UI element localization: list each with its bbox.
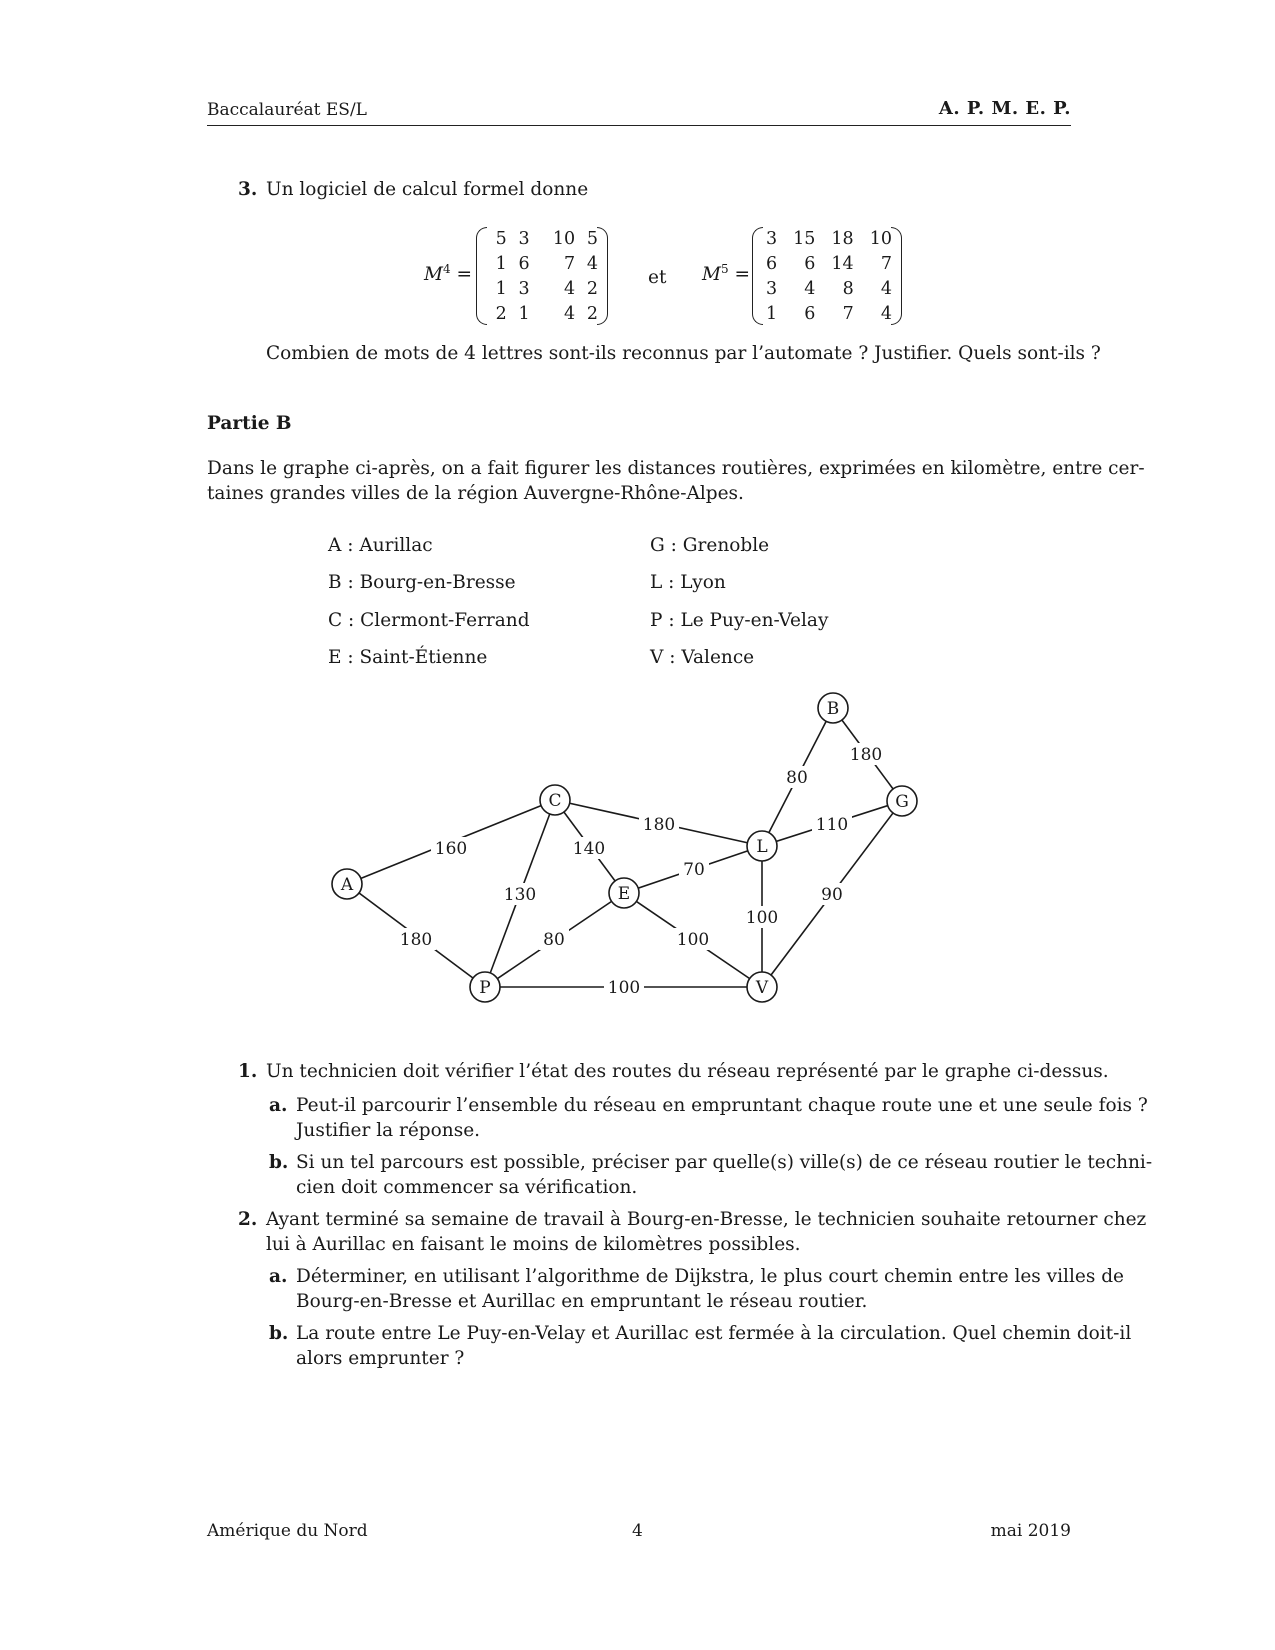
m4-row bbox=[484, 227, 598, 252]
edge-weight-L-B: 80 bbox=[786, 768, 808, 788]
header-left: Baccalauréat ES/L bbox=[207, 100, 367, 120]
matrix-m5 bbox=[752, 227, 902, 327]
edge-weight-P-V: 100 bbox=[607, 978, 641, 998]
legend-B: B : Bourg-en-Bresse bbox=[328, 572, 516, 593]
edge-weight-C-E: 140 bbox=[572, 839, 606, 859]
q1-number: 1. bbox=[238, 1061, 258, 1082]
m5-label: $M^5$ = bbox=[702, 262, 750, 286]
node-label-C: C bbox=[548, 791, 562, 811]
m4-cell: 2 bbox=[495, 304, 507, 324]
m5-cell: 10 bbox=[869, 229, 892, 249]
q2b-letter: b. bbox=[269, 1323, 289, 1344]
m4-cell: 10 bbox=[552, 229, 576, 249]
m5-cell: 8 bbox=[842, 279, 854, 299]
q2-line1: Ayant terminé sa semaine de travail à Bourg-en-Bresse, le technicien souhaite retourner chez bbox=[266, 1209, 1147, 1230]
partB-intro-line1: Dans le graphe ci-après, on a fait figurer les distances routières, exprimées en kilomètre, entre cer- bbox=[207, 458, 1145, 479]
edge-weight-A-C: 160 bbox=[434, 839, 468, 859]
m4-cell: 4 bbox=[586, 254, 598, 274]
edge-weight-G-V: 90 bbox=[821, 885, 843, 905]
m4-table bbox=[484, 227, 598, 327]
q2a-line2: Bourg-en-Bresse et Aurillac en empruntant le réseau routier. bbox=[296, 1291, 868, 1312]
q2a-line1: Déterminer, en utilisant l’algorithme de Dijkstra, le plus court chemin entre les villes de bbox=[296, 1266, 1125, 1287]
m5-right-paren bbox=[891, 227, 902, 325]
m4-cell: 1 bbox=[495, 254, 507, 274]
legend-E: E : Saint-Étienne bbox=[328, 647, 488, 668]
legend-P: P : Le Puy-en-Velay bbox=[650, 610, 829, 631]
q2a-letter: a. bbox=[269, 1266, 288, 1287]
header-rule bbox=[207, 125, 1071, 126]
q1-text: Un technicien doit vérifier l’état des routes du réseau représenté par le graphe ci-dessus. bbox=[266, 1061, 1109, 1082]
m5-cell: 7 bbox=[880, 254, 892, 274]
node-label-L: L bbox=[756, 837, 768, 857]
m4-cell: 7 bbox=[564, 254, 576, 274]
partB-intro-line2: taines grandes villes de la région Auvergne-Rhône-Alpes. bbox=[207, 483, 744, 504]
m5-cell: 18 bbox=[831, 229, 854, 249]
q1b-line2: cien doit commencer sa vérification. bbox=[296, 1177, 638, 1198]
edge-weight-C-P: 130 bbox=[503, 885, 537, 905]
edge-weight-C-L: 180 bbox=[642, 815, 676, 835]
m5-cell: 6 bbox=[804, 254, 816, 274]
matrix-connector: et bbox=[648, 267, 667, 288]
q3-intro: Un logiciel de calcul formel donne bbox=[266, 179, 589, 200]
node-label-V: V bbox=[755, 978, 769, 998]
m4-right-paren bbox=[597, 227, 608, 325]
edge-weight-E-L: 70 bbox=[683, 860, 705, 880]
m4-cell: 4 bbox=[564, 304, 576, 324]
m5-row bbox=[758, 277, 892, 302]
m5-cell: 7 bbox=[842, 304, 854, 324]
m5-row bbox=[758, 302, 892, 327]
m4-row bbox=[484, 277, 598, 302]
m4-cell: 6 bbox=[518, 254, 530, 274]
m4-cell: 4 bbox=[564, 279, 576, 299]
partB-title: Partie B bbox=[207, 413, 292, 434]
legend-C: C : Clermont-Ferrand bbox=[328, 610, 530, 631]
edge-weight-E-P: 80 bbox=[543, 930, 565, 950]
q1a-letter: a. bbox=[269, 1095, 288, 1116]
m4-cell: 1 bbox=[495, 279, 507, 299]
m4-cell: 2 bbox=[586, 304, 598, 324]
road-graph bbox=[0, 690, 1275, 1030]
edge-weight-L-G: 110 bbox=[815, 815, 849, 835]
q3-number: 3. bbox=[238, 179, 258, 200]
m5-cell: 6 bbox=[766, 254, 778, 274]
q1a-line2: Justifier la réponse. bbox=[296, 1120, 481, 1141]
q3-question: Combien de mots de 4 lettres sont-ils reconnus par l’automate ? Justifier. Quels sont-ils ? bbox=[266, 343, 1101, 364]
q1a-line1: Peut-il parcourir l’ensemble du réseau en empruntant chaque route une et une seule fois ? bbox=[296, 1095, 1148, 1116]
m5-row bbox=[758, 252, 892, 277]
node-label-A: A bbox=[340, 875, 354, 895]
node-label-E: E bbox=[617, 884, 631, 904]
m5-cell: 4 bbox=[804, 279, 816, 299]
m5-row bbox=[758, 227, 892, 252]
header-right: A. P. M. E. P. bbox=[938, 98, 1071, 119]
m4-cell: 3 bbox=[518, 229, 530, 249]
q1b-letter: b. bbox=[269, 1152, 289, 1173]
m4-cell: 1 bbox=[518, 304, 530, 324]
legend-V: V : Valence bbox=[650, 647, 755, 668]
q2b-line2: alors emprunter ? bbox=[296, 1348, 465, 1369]
m5-cell: 6 bbox=[804, 304, 816, 324]
edge-weight-L-V: 100 bbox=[745, 908, 779, 928]
m5-cell: 3 bbox=[766, 229, 778, 249]
q2b-line1: La route entre Le Puy-en-Velay et Aurillac est fermée à la circulation. Quel chemin doit-il bbox=[296, 1323, 1132, 1344]
node-label-B: B bbox=[826, 699, 840, 719]
m5-cell: 15 bbox=[793, 229, 816, 249]
footer-page-number: 4 bbox=[632, 1521, 643, 1541]
q2-line2: lui à Aurillac en faisant le moins de kilomètres possibles. bbox=[266, 1234, 801, 1255]
q1b-line1: Si un tel parcours est possible, préciser par quelle(s) ville(s) de ce réseau routier le techni- bbox=[296, 1152, 1153, 1173]
m5-table bbox=[758, 227, 892, 327]
m4-label: $M^4$ = bbox=[424, 262, 472, 286]
legend-A: A : Aurillac bbox=[328, 535, 433, 556]
legend-L: L : Lyon bbox=[650, 572, 726, 593]
edge-weight-A-P: 180 bbox=[399, 930, 433, 950]
m5-cell: 3 bbox=[766, 279, 778, 299]
legend-G: G : Grenoble bbox=[650, 535, 770, 556]
m4-cell: 2 bbox=[586, 279, 598, 299]
edge-weight-E-V: 100 bbox=[676, 930, 710, 950]
node-label-G: G bbox=[895, 792, 909, 812]
q2-number: 2. bbox=[238, 1209, 258, 1230]
footer-right: mai 2019 bbox=[990, 1521, 1071, 1541]
m4-cell: 5 bbox=[495, 229, 507, 249]
edge-weight-B-G: 180 bbox=[849, 745, 883, 765]
m4-cell: 3 bbox=[518, 279, 530, 299]
m4-row bbox=[484, 252, 598, 277]
matrix-m4 bbox=[476, 227, 608, 327]
m5-cell: 4 bbox=[880, 304, 892, 324]
node-label-P: P bbox=[479, 978, 491, 998]
m5-cell: 4 bbox=[880, 279, 892, 299]
m4-cell: 5 bbox=[586, 229, 598, 249]
m4-row bbox=[484, 302, 598, 327]
m5-cell: 1 bbox=[766, 304, 778, 324]
m5-cell: 14 bbox=[831, 254, 854, 274]
footer-left: Amérique du Nord bbox=[207, 1521, 368, 1541]
